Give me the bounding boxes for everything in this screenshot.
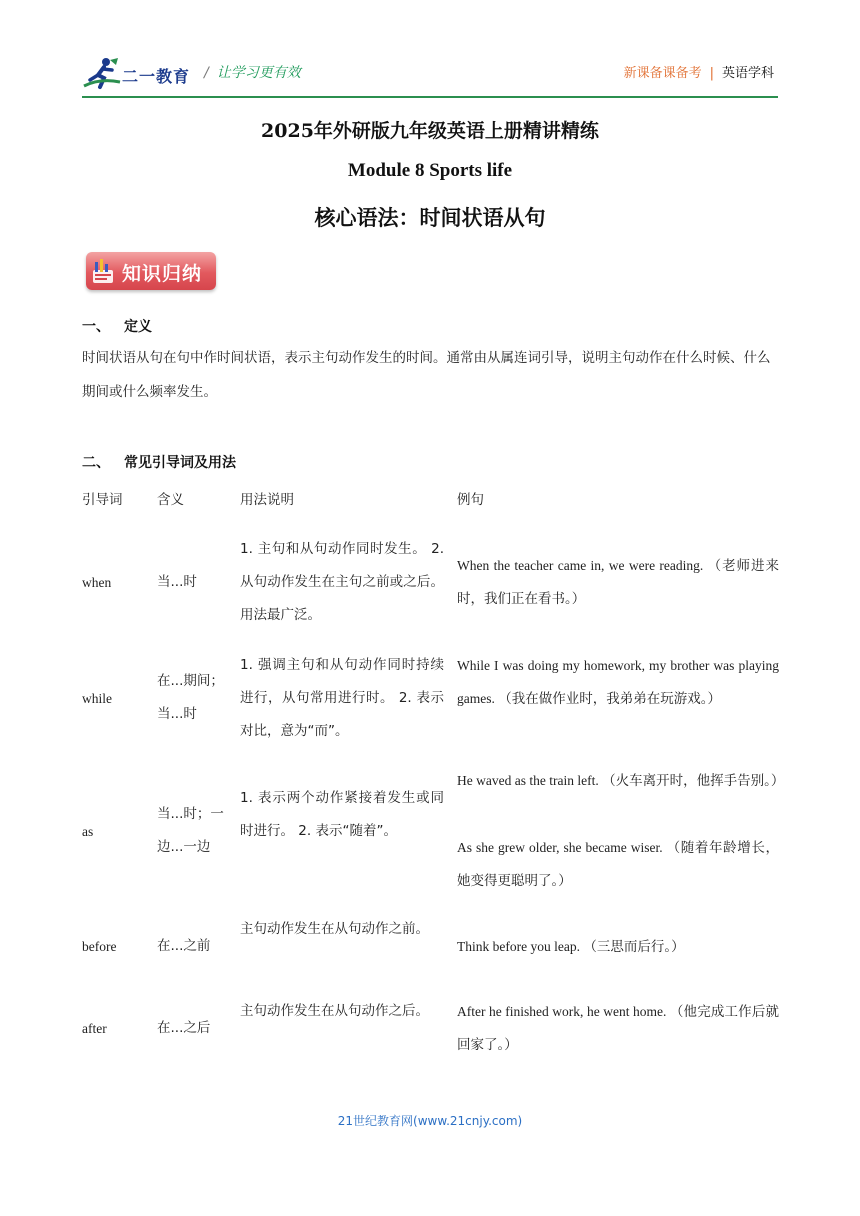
table-cell-usage: 主句动作发生在从句动作之后。	[240, 1003, 429, 1019]
section-title: 定义	[124, 319, 152, 335]
table-cell-meaning: 当...时；一边...一边	[157, 806, 224, 855]
table-cell-example: Think before you leap. （三思而后行。）	[457, 939, 685, 954]
page-footer: 21世纪教育网(www.21cnjy.com)	[337, 1114, 523, 1128]
table-header-meaning: 含义	[157, 492, 184, 508]
table-cell-example: While I was doing my homework, my brother was playing games. （我在做作业时，我弟弟在玩游戏。）	[457, 658, 779, 706]
runner-logo-icon	[82, 56, 122, 90]
table-cell-usage: 1. 表示两个动作紧接着发生或同时进行。 2. 表示“随着”。	[240, 790, 444, 839]
slogan-divider: /	[204, 65, 209, 81]
page-header	[82, 56, 774, 92]
doc-title: 2025年外研版九年级英语上册精讲精练	[261, 120, 599, 142]
table-cell-word: as	[82, 824, 94, 839]
section-number: 二、	[82, 455, 110, 471]
table-header-example: 例句	[457, 492, 484, 508]
table-cell-example: As she grew older, she became wiser. （随着年龄增长，她变得更聪明了。）	[457, 840, 779, 888]
table-cell-example: He waved as the train left. （火车离开时，他挥手告别。）	[457, 773, 785, 788]
table-cell-word: after	[82, 1021, 107, 1036]
table-header-word: 引导词	[82, 492, 123, 508]
slogan-text: 让学习更有效	[216, 65, 301, 81]
table-cell-usage: 主句动作发生在从句动作之前。	[240, 921, 429, 937]
header-divider-line	[82, 96, 778, 98]
table-cell-meaning: 在...之前	[157, 938, 211, 954]
table-cell-word: before	[82, 939, 117, 954]
table-cell-word: when	[82, 575, 112, 590]
table-cell-usage: 1. 强调主句和从句动作同时持续进行，从句常用进行时。 2. 表示对比，意为“而”。	[240, 657, 444, 739]
grammar-title: 核心语法：时间状语从句	[314, 205, 546, 230]
table-cell-meaning: 在...之后	[157, 1020, 211, 1036]
section-title: 常见引导词及用法	[124, 455, 236, 471]
section-definition-heading	[82, 316, 152, 336]
brand-logo	[82, 56, 194, 90]
table-cell-usage: 1. 主句和从句动作同时发生。 2. 从句动作发生在主句之前或之后。用法最广泛。	[240, 541, 444, 623]
table-cell-word: while	[82, 691, 112, 706]
header-tag-course: 新课备课备考	[623, 66, 702, 81]
brand-name: 二一教育	[122, 67, 191, 86]
module-title: Module 8 Sports life	[347, 160, 513, 181]
section-number: 一、	[82, 319, 110, 335]
slogan	[204, 62, 301, 82]
table-cell-example: When the teacher came in, we were reading. （老师进来时，我们正在看书。）	[457, 558, 779, 606]
header-tags	[624, 62, 774, 81]
table-header-usage: 用法说明	[240, 492, 294, 508]
badge-label: 知识归纳	[122, 263, 203, 285]
section-conjunctions-heading	[82, 452, 236, 472]
header-tag-divider: |	[709, 66, 714, 81]
table-cell-meaning: 在...期间；当...时	[157, 673, 224, 722]
header-tag-subject: 英语学科	[721, 66, 774, 81]
book-chart-icon	[92, 258, 114, 284]
definition-paragraph: 时间状语从句在句中作时间状语，表示主句动作发生的时间。通常由从属连词引导，说明主句动作在什么时候、什么期间或什么频率发生。	[82, 350, 771, 400]
knowledge-summary-badge	[86, 252, 216, 290]
table-cell-example: After he finished work, he went home. （他完成工作后就回家了。）	[457, 1004, 779, 1052]
table-cell-meaning: 当...时	[157, 574, 197, 590]
